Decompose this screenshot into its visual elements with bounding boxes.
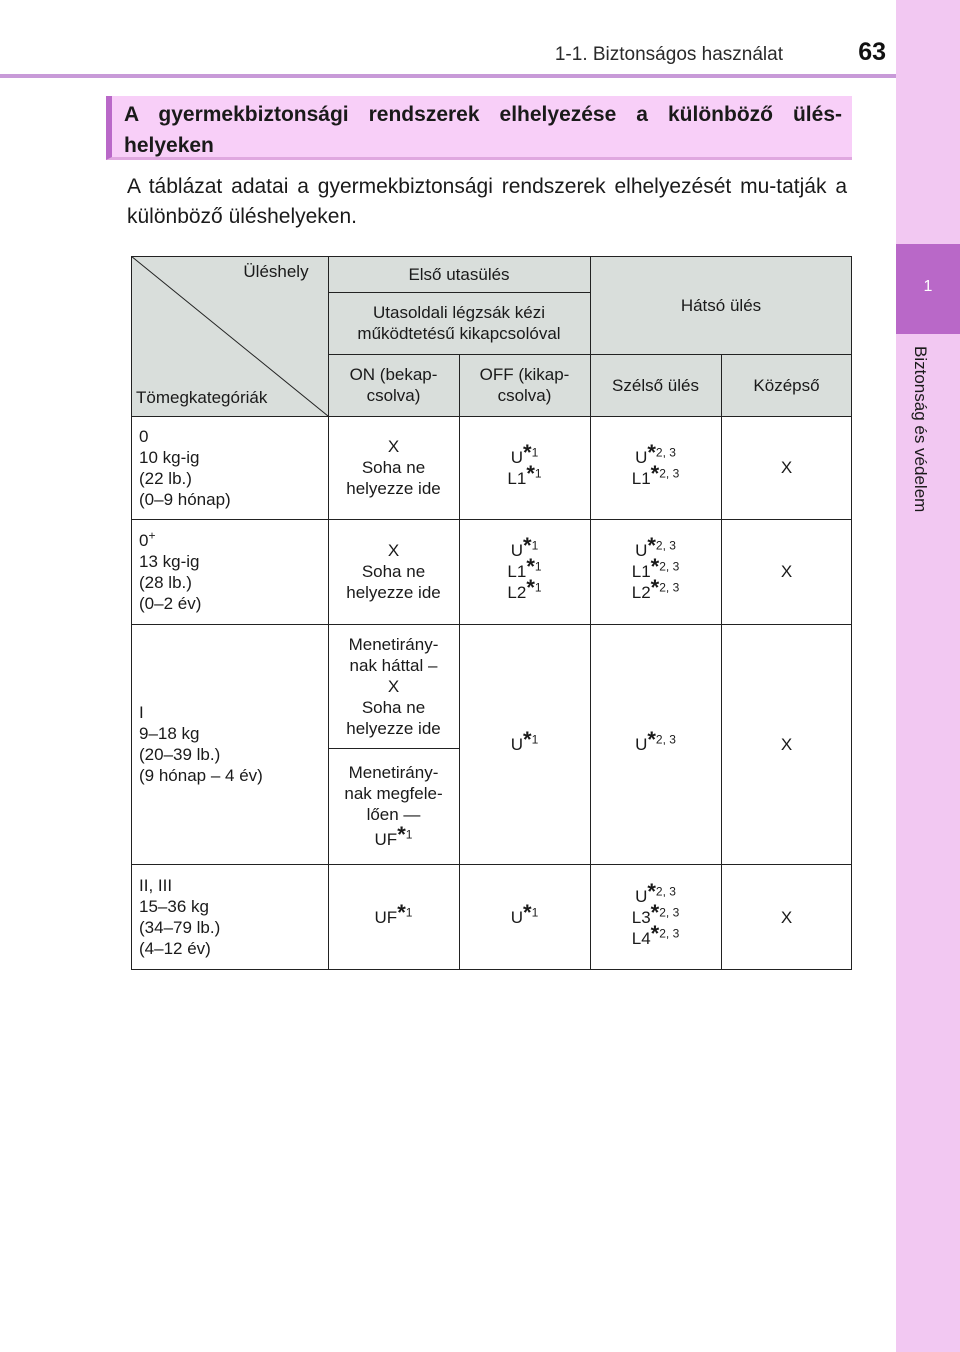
row2-off-code: U*$^1$ xyxy=(510,533,539,560)
row4-cat-line: (34–79 lb.) xyxy=(139,918,221,937)
running-header-section: 1-1. Biztonságos használat xyxy=(554,44,783,65)
row3-on-forward-facing: Menetirány- nak megfele- lően — UF*$^1$ xyxy=(328,748,459,864)
row2-outer-code: L1*$^{2, 3}$ xyxy=(631,554,680,581)
row3-center: X xyxy=(721,624,852,864)
front-seat-subheader: Utasoldali légzsák kézi működtetésű kikapcsolóval xyxy=(328,292,590,354)
row2-outer-code: L2*$^{2, 3}$ xyxy=(631,575,680,602)
grid-line xyxy=(131,864,852,865)
row4-outer: U*$^{2, 3}$ L3*$^{2, 3}$ L4*$^{2, 3}$ xyxy=(590,864,721,970)
row1-outer xyxy=(590,416,721,519)
grid-line xyxy=(590,256,591,970)
grid-line xyxy=(328,354,852,355)
section-intro: A táblázat adatai a gyermekbiztonsági rendszerek elhelyezését mu-tatják a különböző üléshelyeken. xyxy=(127,175,847,228)
rear-seat-header: Hátsó ülés xyxy=(590,256,852,354)
row2-cat-line: (28 lb.) xyxy=(139,572,192,592)
row1-cat-line: (22 lb.) xyxy=(139,468,192,488)
row1-on xyxy=(328,416,459,519)
row3-cat-line: (9 hónap – 4 év) xyxy=(139,766,263,785)
row1-off xyxy=(459,416,590,519)
row3-on-rear-facing: Menetirány- nak háttal – X Soha ne helyezze ide xyxy=(328,624,459,748)
row1-off-code: L1*$^1$ xyxy=(507,460,542,488)
row2-outer-code: U*$^{2, 3}$ xyxy=(635,533,676,560)
child-seat-table xyxy=(131,256,852,970)
row2-off-code: L1*$^1$ xyxy=(507,554,542,581)
grid-line xyxy=(459,354,460,970)
row4-center: X xyxy=(721,864,852,970)
grid-line xyxy=(131,624,852,625)
row1-on-line: helyezze ide xyxy=(346,479,441,498)
row1-off-code: U*$^1$ xyxy=(510,439,539,467)
row2-outer xyxy=(590,519,721,624)
row1-on-line: X xyxy=(387,437,400,456)
row2-category xyxy=(131,519,328,624)
grid-line xyxy=(131,969,852,970)
chapter-number: 1 xyxy=(923,278,933,295)
corner-top-label: Üléshely xyxy=(243,262,309,281)
grid-line xyxy=(328,748,459,749)
row3-outer: U*$^{2, 3}$ xyxy=(590,624,721,864)
row4-on: UF*$^1$ xyxy=(328,864,459,970)
grid-line xyxy=(131,256,852,257)
row2-off-code: L2*$^1$ xyxy=(507,575,542,602)
row2-cat-line: 13 kg-ig xyxy=(139,551,200,571)
row2-on xyxy=(328,519,459,624)
section-title: A gyermekbiztonsági rendszerek elhelyezése a különböző ülés-helyeken xyxy=(124,103,842,157)
row1-on-line: Soha ne xyxy=(361,458,426,477)
row4-category xyxy=(131,864,328,970)
grid-line xyxy=(131,416,852,417)
row2-cat-line: (0–2 év) xyxy=(139,593,202,613)
row1-center: X xyxy=(721,416,852,519)
front-seat-header: Első utasülés xyxy=(328,256,590,292)
row1-cat-line: (0–9 hónap) xyxy=(139,489,231,509)
grid-line xyxy=(131,519,852,520)
row2-cat-first: 0+ xyxy=(139,527,156,550)
row3-cat-line: (20–39 lb.) xyxy=(139,745,221,764)
row1-cat-line: 0 xyxy=(139,426,149,446)
chapter-label: Biztonság és védelem xyxy=(911,346,930,513)
row3-cat-line: 9–18 kg xyxy=(139,724,200,743)
row2-off xyxy=(459,519,590,624)
col-center-seat: Középső xyxy=(721,354,852,416)
row3-off: U*$^1$ xyxy=(459,624,590,864)
col-outer-seat: Szélső ülés xyxy=(590,354,721,416)
col-airbag-on: ON (bekap-csolva) xyxy=(328,354,459,416)
grid-line xyxy=(328,292,590,293)
row2-on-line: helyezze ide xyxy=(346,583,441,602)
grid-line xyxy=(721,354,722,970)
page-number: 63 xyxy=(858,38,886,66)
row2-center: X xyxy=(721,519,852,624)
grid-line xyxy=(328,256,329,970)
row3-category xyxy=(131,624,328,864)
row4-cat-line: (4–12 év) xyxy=(139,939,211,958)
row1-cat-line: 10 kg-ig xyxy=(139,447,200,467)
corner-bottom-label: Tömegkategóriák xyxy=(136,388,268,407)
grid-line xyxy=(851,256,852,970)
row4-cat-line: 15–36 kg xyxy=(139,897,209,916)
row1-outer-code: U*$^{2, 3}$ xyxy=(635,439,676,467)
row2-on-line: X xyxy=(387,541,400,560)
row2-on-line: Soha ne xyxy=(361,562,426,581)
grid-line xyxy=(131,256,132,970)
side-strip xyxy=(896,0,960,1352)
col-airbag-off: OFF (kikap-csolva) xyxy=(459,354,590,416)
row3-cat-line: I xyxy=(139,703,144,722)
row1-category xyxy=(131,416,328,519)
header-rule xyxy=(0,74,896,78)
row1-outer-code: L1*$^{2, 3}$ xyxy=(631,460,680,488)
row4-off: U*$^1$ xyxy=(459,864,590,970)
row4-cat-line: II, III xyxy=(139,876,173,895)
